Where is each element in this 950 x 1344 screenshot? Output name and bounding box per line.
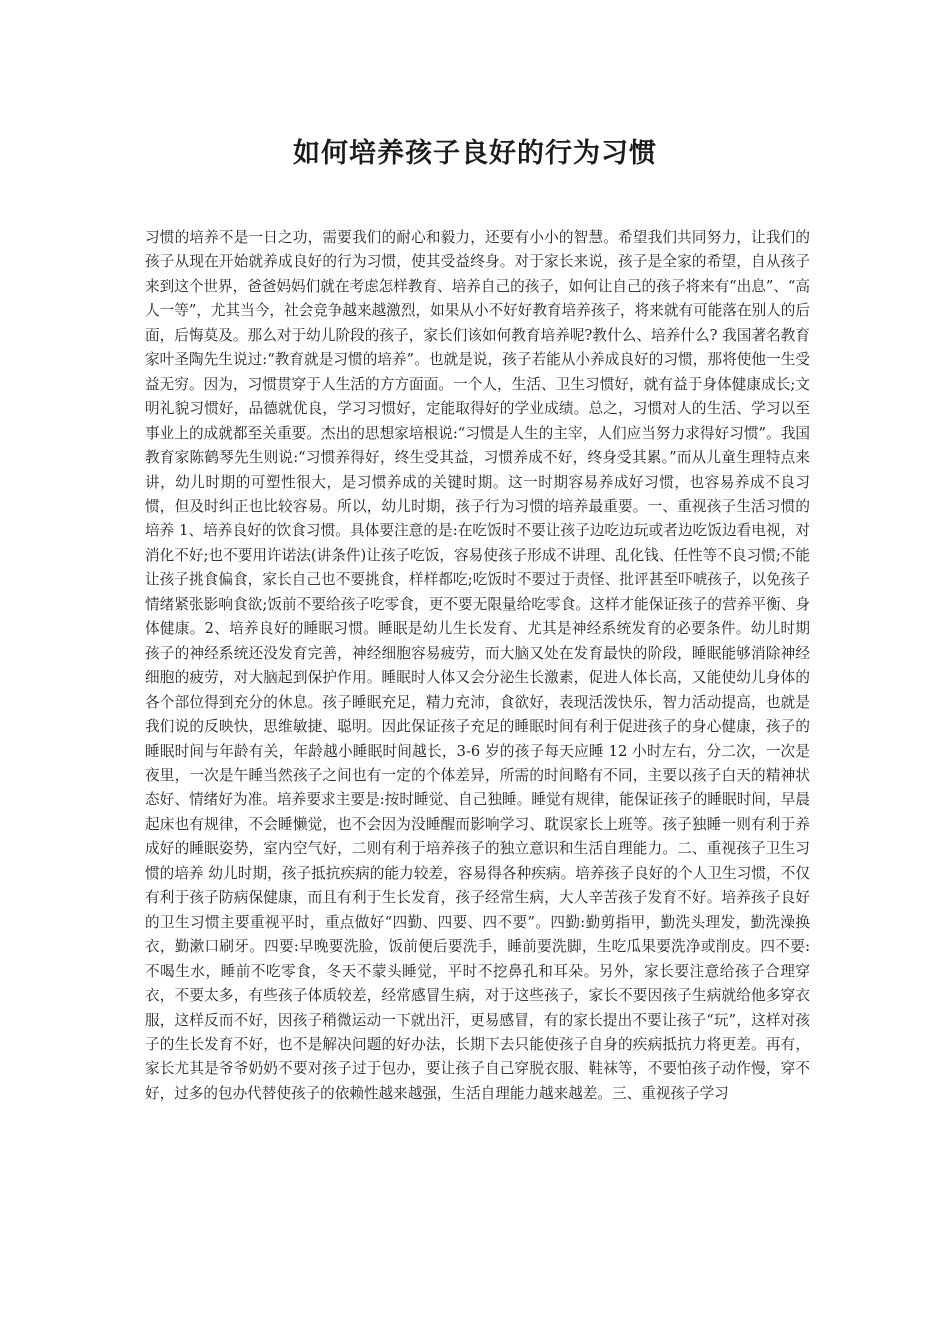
document-title: 如何培养孩子良好的行为习惯 bbox=[293, 138, 657, 169]
document-body-paragraph: 习惯的培养不是一日之功，需要我们的耐心和毅力，还要有小小的智慧。希望我们共同努力，让我们的孩子从现在开始就养成良好的行为习惯，使其受益终身。对于家长来说，孩子是全家的希望，自从孩子来到这个世界，爸爸妈妈们就在考虑怎样教育、培养自己的孩子，如何让自己的孩子将来有“出息”、“高人一等”，尤其当今，社会竞争越来越激烈，如果从小不好好教育培养孩子，将来就有可能落在别人的后面，后悔莫及。那么对于幼儿阶段的孩子，家长们该如何教育培养呢?教什么、培养什么? 我国著名教育家叶圣陶先生说过:“教育就是习惯的培养”。也就是说，孩子若能从小养成良好的习惯，那将使他一生受益无穷。因为，习惯贯穿于人生活的方方面面。一个人，生活、卫生习惯好，就有益于身体健康成长;文明礼貌习惯好，品德就优良，学习习惯好，定能取得好的学业成绩。总之，习惯对人的生活、学习以至事业上的成就都至关重要。杰出的思想家培根说:“习惯是人生的主宰，人们应当努力求得好习惯”。我国教育家陈鹤琴先生则说:“习惯养得好，终生受其益，习惯养成不好，终身受其累。”而从儿童生理特点来讲，幼儿时期的可塑性很大，是习惯养成的关键时期。这一时期容易养成好习惯，也容易养成不良习惯，但及时纠正也比较容易。所以，幼儿时期，孩子行为习惯的培养最重要。一、重视孩子生活习惯的培养 1、培养良好的饮食习惯。具体要注意的是:在吃饭时不要让孩子边吃边玩或者边吃饭边看电视，对消化不好;也不要用许诺法(讲条件)让孩子吃饭，容易使孩子形成不讲理、乱化钱、任性等不良习惯;不能让孩子挑食偏食，家长自己也不要挑食，样样都吃;吃饭时不要过于责怪、批评甚至吓唬孩子，以免孩子情绪紧张影响食欲;饭前不要给孩子吃零食，更不要无限量给吃零食。这样才能保证孩子的营养平衡、身体健康。2、培养良好的睡眠习惯。睡眠是幼儿生长发育、尤其是神经系统发育的必要条件。幼儿时期孩子的神经系统还没发育完善，神经细胞容易疲劳，而大脑又处在发育最快的阶段，睡眠能够消除神经细胞的疲劳，对大脑起到保护作用。睡眠时人体又会分泌生长激素，促进人体长高，又能使幼儿身体的各个部位得到充分的休息。孩子睡眠充足，精力充沛，食欲好，表现活泼快乐，智力活动提高，也就是我们说的反映快，思维敏捷、聪明。因此保证孩子充足的睡眠时间有利于促进孩子的身心健康，孩子的睡眠时间与年龄有关，年龄越小睡眠时间越长，3-6 岁的孩子每天应睡 12 小时左右，分二次，一次是夜里，一次是午睡当然孩子之间也有一定的个体差异，所需的时间略有不同，主要以孩子白天的精神状态好、情绪好为准。培养要求主要是:按时睡觉、自己独睡。睡觉有规律，能保证孩子的睡眠时间，早晨起床也有规律，不会睡懒觉，也不会因为没睡醒而影响学习、耽误家长上班等。孩子独睡一则有利于养成好的睡眠姿势，室内空气好，二则有利于培养孩子的独立意识和生活自理能力。二、重视孩子卫生习惯的培养 幼儿时期，孩子抵抗疾病的能力较差，容易得各种疾病。培养孩子良好的个人卫生习惯，不仅有利于孩子防病保健康，而且有利于生长发育，孩子经常生病，大人辛苦孩子发育不好。培养孩子良好的卫生习惯主要重视平时，重点做好“四勤、四要、四不要”。四勤:勤剪指甲，勤洗头理发，勤洗澡换衣，勤漱口刷牙。四要:早晚要洗脸，饭前便后要洗手，睡前要洗脚，生吃瓜果要洗净或削皮。四不要:不喝生水，睡前不吃零食，冬天不蒙头睡觉，平时不挖鼻孔和耳朵。另外，家长要注意给孩子合理穿衣，不要太多，有些孩子体质较差，经常感冒生病，对于这些孩子，家长不要因孩子生病就给他多穿衣服，这样反而不好，因孩子稍微运动一下就出汗，更易感冒，有的家长提出不要让孩子“玩”，这样对孩子的生长发育不好，也不是解决问题的好办法，长期下去只能使孩子自身的疾病抵抗力将更差。再有，家长尤其是爷爷奶奶不要对孩子过于包办，要让孩子自己穿脱衣服、鞋袜等，不要怕孩子动作慢，穿不好，过多的包办代替使孩子的依赖性越来越强，生活自理能力越来越差。三、重视孩子学习 bbox=[145, 229, 810, 1102]
